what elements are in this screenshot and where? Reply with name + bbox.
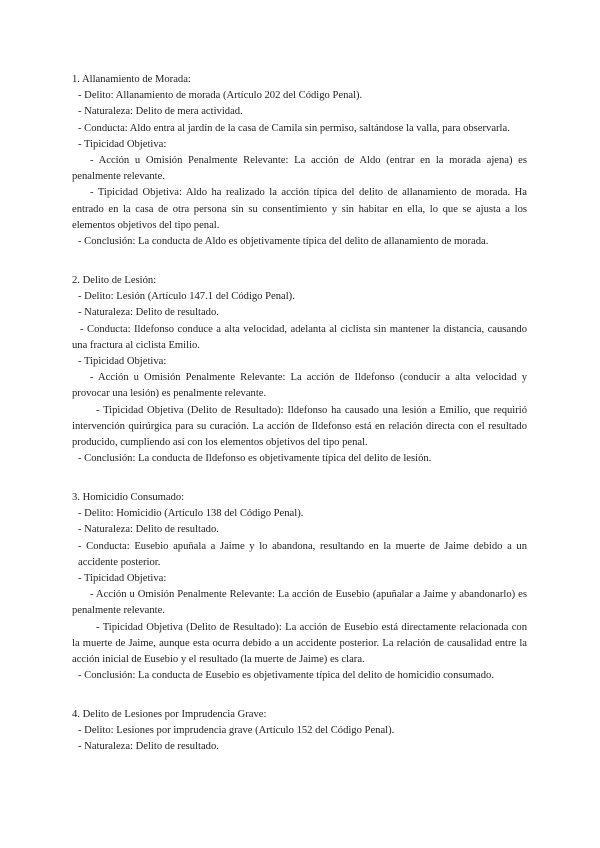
accion-paragraph: - Acción u Omisión Penalmente Relevante: La acción de Eusebio (apuñalar a Jaime y abandonarlo) es penalmente relevante. bbox=[72, 589, 527, 617]
tipicidad-detalle-paragraph: - Tipicidad Objetiva (Delito de Resultado): Ildefonso ha causado una lesión a Emilio, que requirió intervención quirúrgica para su curación. La acción de Ildefonso está en relación directa con el resultado producido, cumpliendo así con los elementos objetivos del tipo penal. bbox=[72, 404, 527, 449]
conclusion-line: - Conclusión: La conducta de Eusebio es objetivamente típica del delito de homicidio consumado. bbox=[78, 670, 494, 682]
section-heading: 1. Allanamiento de Morada: bbox=[72, 74, 191, 85]
conclusion-line: - Conclusión: La conducta de Aldo es objetivamente típica del delito de allanamiento de morada. bbox=[78, 236, 489, 248]
naturaleza-line: - Naturaleza: Delito de mera actividad. bbox=[78, 106, 243, 118]
conducta-line: - Conducta: Aldo entra al jardín de la casa de Camila sin permiso, saltándose la valla, para observarla. bbox=[78, 122, 510, 134]
accion-paragraph: - Acción u Omisión Penalmente Relevante: La acción de Ildefonso (conducir a alta velocidad y provocar una lesión) es penalmente relevante. bbox=[72, 372, 527, 400]
delito-line: - Delito: Lesión (Artículo 147.1 del Código Penal). bbox=[78, 291, 295, 303]
conclusion-line: - Conclusión: La conducta de Ildefonso es objetivamente típica del delito de lesión. bbox=[78, 453, 432, 465]
conducta-paragraph: - Conducta: Eusebio apuñala a Jaime y lo abandona, resultando en la muerte de Jaime debido a un accidente posterior. bbox=[78, 540, 527, 568]
tipicidad-label: - Tipicidad Objetiva: bbox=[78, 356, 167, 368]
tipicidad-detalle-paragraph: - Tipicidad Objetiva (Delito de Resultado): La acción de Eusebio está directamente relacionada con la muerte de Jaime, aunque esta ocurra debido a un accidente posterior. La relación de causalidad entre la acción inicial de Eusebio y el resultado (la muerte de Jaime) es clara. bbox=[72, 621, 527, 666]
section-heading: 3. Homicidio Consumado: bbox=[72, 492, 185, 503]
section-3 bbox=[72, 490, 527, 684]
conducta-paragraph: - Conducta: Ildefonso conduce a alta velocidad, adelanta al ciclista sin mantener la distancia, causando una fractura al ciclista Emilio. bbox=[72, 323, 527, 351]
tipicidad-detalle-paragraph: - Tipicidad Objetiva: Aldo ha realizado la acción típica del delito de allanamiento de morada. Ha entrado en la casa de otra persona sin su consentimiento y sin habitar en ella, lo que se ajusta a los elementos objetivos del tipo penal. bbox=[72, 187, 527, 231]
section-4 bbox=[72, 707, 527, 756]
section-heading: 2. Delito de Lesión: bbox=[72, 275, 157, 286]
delito-line: - Delito: Homicidio (Artículo 138 del Código Penal). bbox=[78, 508, 304, 520]
tipicidad-label: - Tipicidad Objetiva: bbox=[78, 573, 167, 585]
accion-paragraph: - Acción u Omisión Penalmente Relevante: La acción de Aldo (entrar en la morada ajena) es penalmente relevante. bbox=[72, 155, 527, 183]
naturaleza-line: - Naturaleza: Delito de resultado. bbox=[78, 524, 219, 536]
naturaleza-line: - Naturaleza: Delito de resultado. bbox=[78, 741, 219, 753]
section-heading: 4. Delito de Lesiones por Imprudencia Grave: bbox=[72, 709, 267, 720]
naturaleza-line: - Naturaleza: Delito de resultado. bbox=[78, 307, 219, 319]
tipicidad-label: - Tipicidad Objetiva: bbox=[78, 138, 167, 150]
delito-line: - Delito: Lesiones por imprudencia grave (Artículo 152 del Código Penal). bbox=[78, 725, 395, 737]
section-1 bbox=[72, 72, 527, 250]
delito-line: - Delito: Allanamiento de morada (Artículo 202 del Código Penal). bbox=[78, 90, 363, 102]
section-2 bbox=[72, 273, 527, 467]
